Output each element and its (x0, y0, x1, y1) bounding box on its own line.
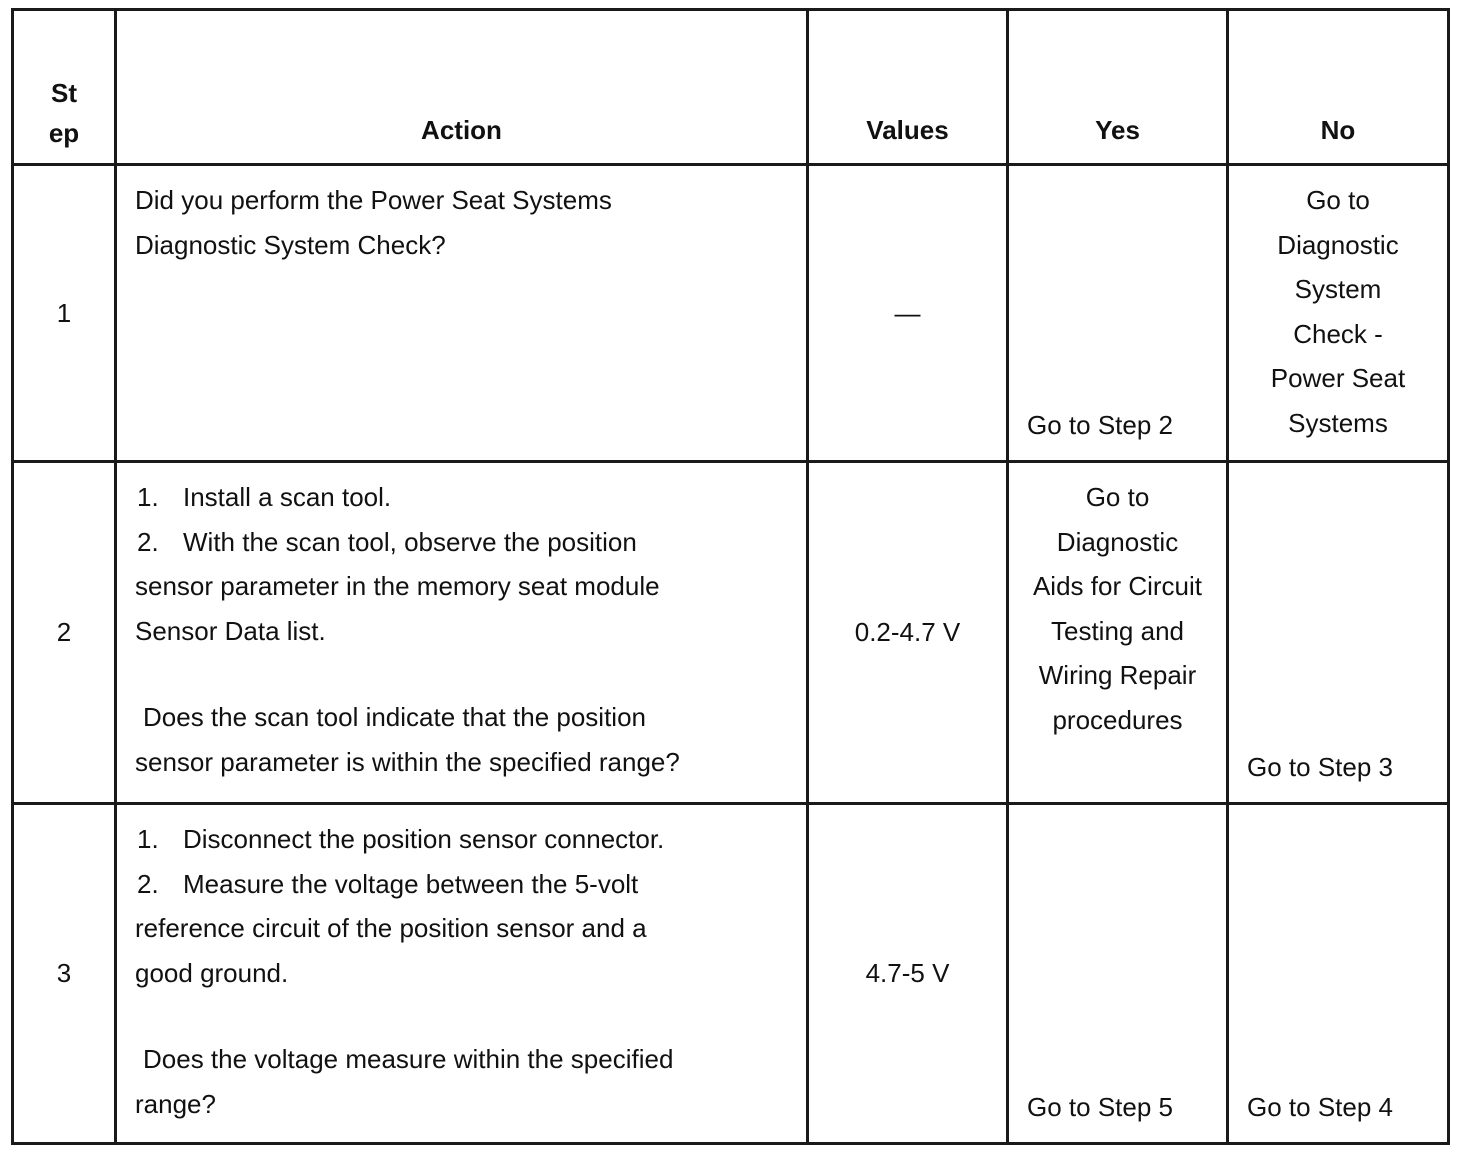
diagnostic-table-container (11, 8, 1451, 1145)
header-yes: Yes (1008, 10, 1228, 165)
action-step-item: 2. With the scan tool, observe the position (137, 526, 637, 557)
no-cell: Go to Step 3 (1228, 462, 1449, 804)
header-no: No (1228, 10, 1449, 165)
action-question: Does the voltage measure within the specified (143, 1044, 674, 1075)
yes-cell: Go to Step 5 (1008, 804, 1228, 1144)
header-step: St ep (13, 10, 116, 165)
table-row (13, 462, 1449, 804)
table-row (13, 165, 1449, 462)
yes-cell: Go to Diagnostic Aids for Circuit Testing and Wiring Repair procedures (1008, 462, 1228, 804)
action-cell: Did you perform the Power Seat Systems Diagnostic System Check? (116, 165, 808, 462)
diagnostic-table (11, 8, 1450, 1145)
header-action: Action (116, 10, 808, 165)
action-step-item: 2. Measure the voltage between the 5-volt (137, 868, 639, 899)
step-number: 3 (13, 804, 116, 1144)
value-cell: 4.7-5 V (808, 804, 1008, 1144)
value-cell: 0.2-4.7 V (808, 462, 1008, 804)
header-row (13, 10, 1449, 165)
action-step-item: 1. Disconnect the position sensor connector. (137, 824, 665, 854)
no-cell: Go to Step 4 (1228, 804, 1449, 1144)
action-cell: 1. Disconnect the position sensor connector. 2. Measure the voltage between the 5-volt reference circuit of the position sensor and a good ground. Does the voltage measure within the specified range? (116, 804, 808, 1144)
no-cell: Go to Diagnostic System Check - Power Seat Systems (1228, 165, 1449, 462)
action-step-item: 1. Install a scan tool. (137, 482, 392, 512)
step-number: 2 (13, 462, 116, 804)
yes-cell: Go to Step 2 (1008, 165, 1228, 462)
header-values: Values (808, 10, 1008, 165)
value-cell: — (808, 165, 1008, 462)
step-number: 1 (13, 165, 116, 462)
action-cell: 1. Install a scan tool. 2. With the scan tool, observe the position sensor parameter in the memory seat module Sensor Data list. Does the scan tool indicate that the position sensor parameter is within the specified range? (116, 462, 808, 804)
table-row (13, 804, 1449, 1144)
action-question: Does the scan tool indicate that the position (143, 702, 646, 733)
